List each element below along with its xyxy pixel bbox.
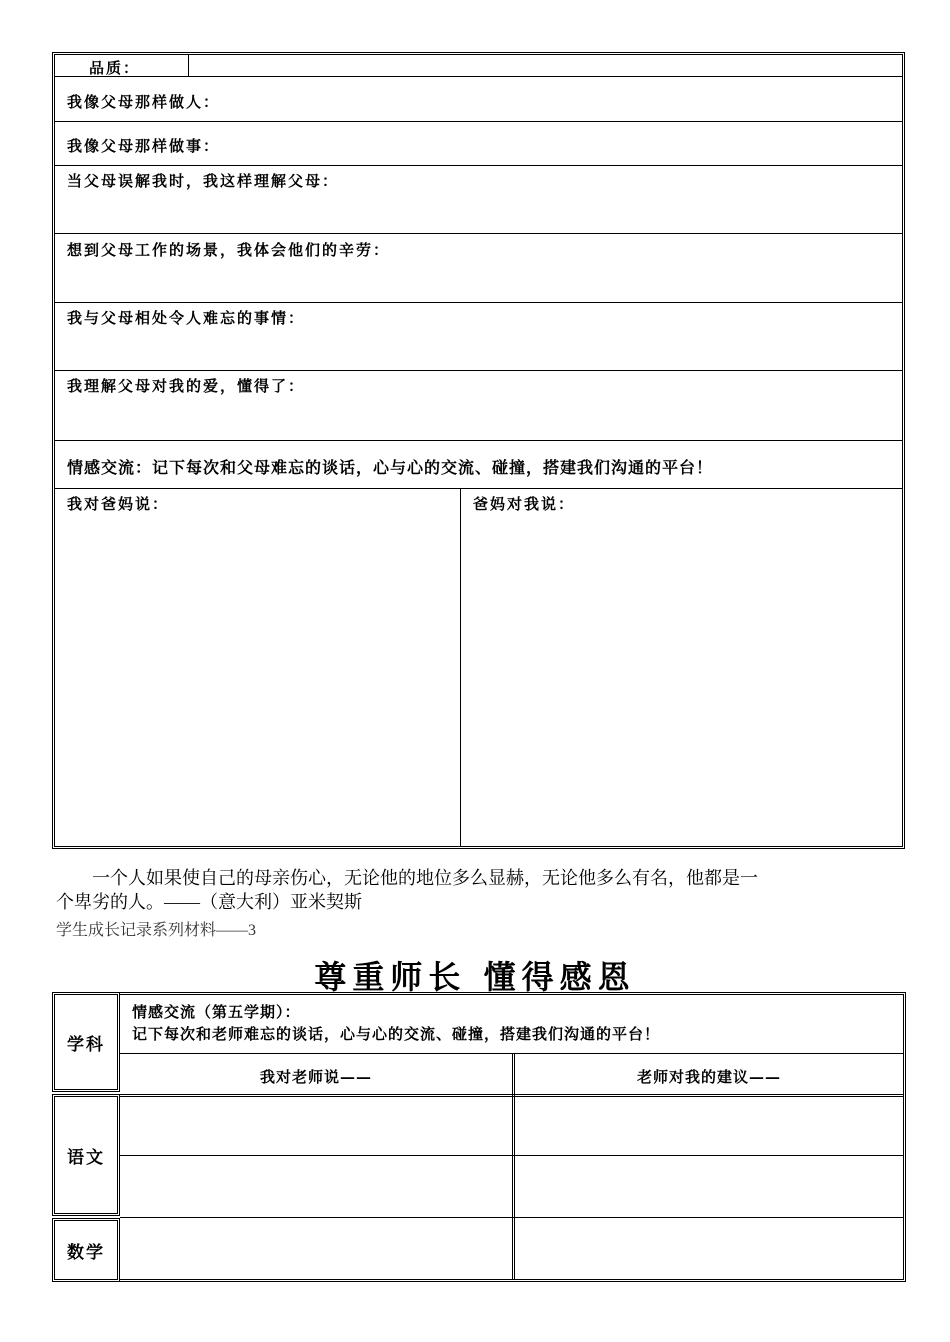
page-title: 尊重师长 懂得感恩: [314, 958, 636, 996]
row-label: 我与父母相处令人难忘的事情：: [67, 309, 306, 327]
quality-label: 品质：: [89, 59, 141, 77]
me-to-parents-label: 我对爸妈说：: [67, 495, 170, 513]
col-header-teacher-advice: 老师对我的建议——: [636, 1067, 781, 1086]
exchange-title-row: [55, 441, 902, 489]
row-behave-like-parents[interactable]: [55, 77, 902, 122]
exchange-header-line-2: 记下每次和老师难忘的谈话，心与心的交流、碰撞，搭建我们沟通的平台！: [132, 1025, 661, 1043]
exchange-header: [132, 1001, 660, 1045]
parents-record-form: [52, 52, 905, 849]
teacher-table-body: [120, 992, 906, 1282]
row-parents-love[interactable]: [55, 371, 902, 441]
chinese-to-teacher-cell-1[interactable]: [120, 1097, 512, 1155]
row-memorable-events[interactable]: [55, 303, 902, 371]
exchange-header-line-1: 情感交流（第五学期）：: [132, 1003, 301, 1021]
row-label: 我理解父母对我的爱，懂得了：: [67, 377, 306, 395]
row-label: 当父母误解我时，我这样理解父母：: [67, 172, 340, 190]
math-to-teacher-cell[interactable]: [120, 1218, 512, 1279]
parents-to-me-cell[interactable]: [461, 489, 902, 846]
quality-row: [55, 55, 902, 77]
col-header-to-teacher: 我对老师说——: [259, 1067, 372, 1086]
me-to-parents-cell[interactable]: [55, 489, 460, 846]
row-label: 想到父母工作的场景，我体会他们的辛劳：: [67, 241, 391, 259]
chinese-advice-cell-1[interactable]: [515, 1097, 903, 1155]
series-label: 学生成长记录系列材料——3: [56, 922, 257, 939]
subject-math: 数学: [52, 1218, 120, 1282]
exchange-title: 情感交流：记下每次和父母难忘的谈话，心与心的交流、碰撞，搭建我们沟通的平台！: [67, 458, 714, 477]
row-parents-work[interactable]: [55, 234, 902, 303]
subject-chinese: 语文: [52, 1094, 120, 1216]
quote-line-2: 个卑劣的人。——（意大利）亚米契斯: [56, 892, 362, 912]
math-advice-cell[interactable]: [515, 1218, 903, 1279]
subject-header: 学科: [52, 992, 120, 1092]
parents-to-me-label: 爸妈对我说：: [473, 495, 576, 513]
quality-label-cell: [55, 55, 189, 77]
row-understand-parents[interactable]: [55, 166, 902, 234]
row-label: 我像父母那样做人：: [67, 93, 221, 111]
row-work-like-parents[interactable]: [55, 122, 902, 166]
teacher-record-table: [52, 992, 906, 1282]
row-label: 我像父母那样做事：: [67, 137, 221, 155]
quote-line-1: 一个人如果使自己的母亲伤心，无论他的地位多么显赫，无论他多么有名，他都是一: [92, 868, 758, 888]
quote: [56, 866, 906, 914]
subject-column: [52, 992, 120, 1282]
chinese-to-teacher-cell-2[interactable]: [120, 1156, 512, 1216]
chinese-advice-cell-2[interactable]: [515, 1156, 903, 1216]
